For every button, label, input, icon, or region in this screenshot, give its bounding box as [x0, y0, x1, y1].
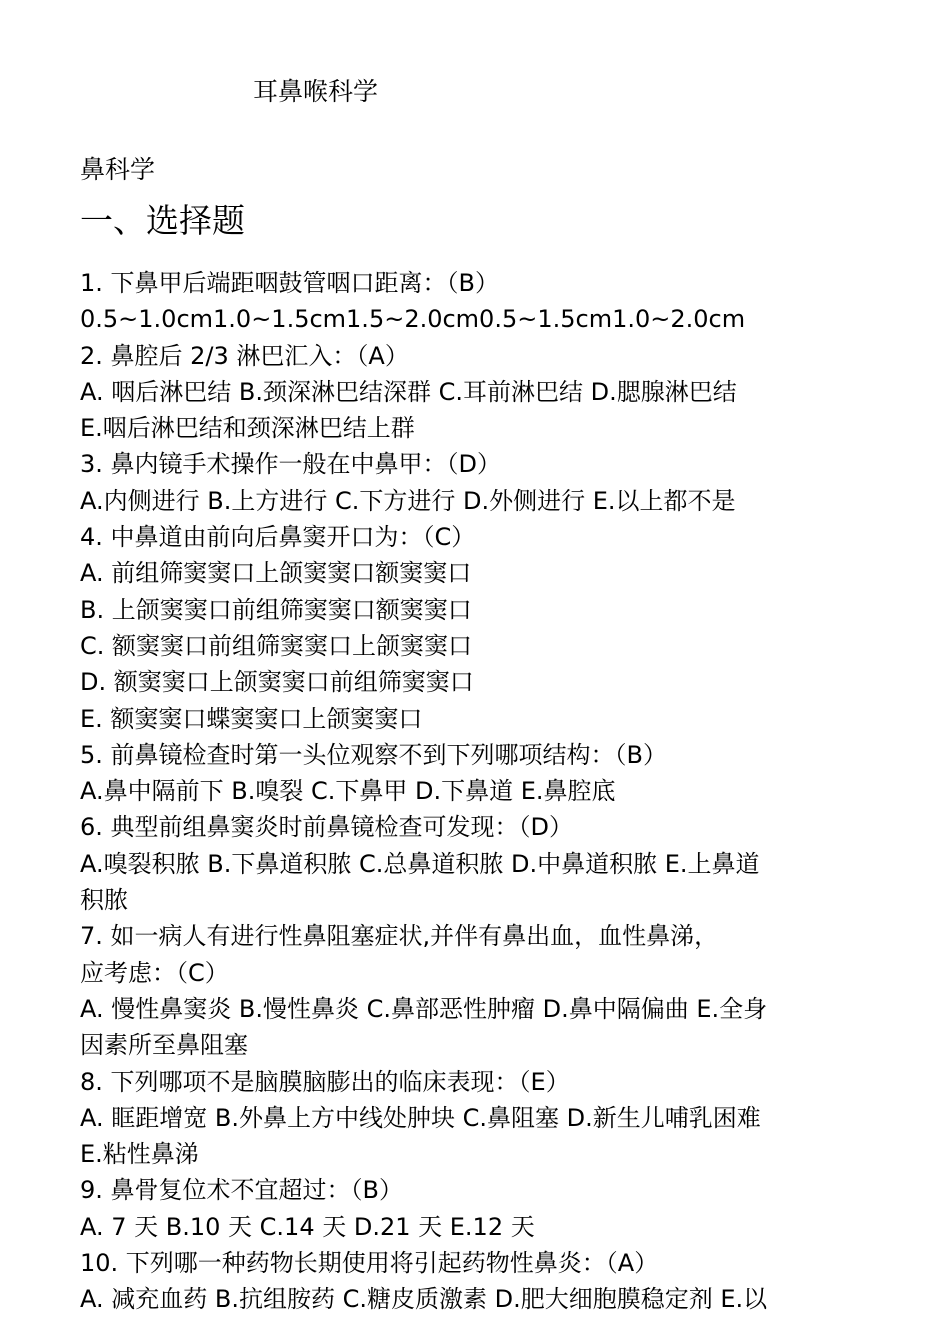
- question-7-options-cont: 因素所至鼻阻塞: [80, 1031, 248, 1060]
- question-6: 6. 典型前组鼻窦炎时前鼻镜检查可发现：（D）: [80, 813, 574, 842]
- question-4-option-a: A. 前组筛窦窦口上颌窦窦口额窦窦口: [80, 559, 472, 588]
- question-8-options-cont: E.粘性鼻涕: [80, 1140, 199, 1169]
- question-4: 4. 中鼻道由前向后鼻窦开口为：（C）: [80, 523, 476, 552]
- question-2: 2. 鼻腔后 2/3 淋巴汇入：（A）: [80, 341, 409, 370]
- section-title: 鼻科学: [80, 155, 156, 184]
- question-7-cont: 应考虑：（C）: [80, 958, 229, 987]
- question-2-options: A. 咽后淋巴结 B.颈深淋巴结深群 C.耳前淋巴结 D.腮腺淋巴结: [80, 377, 737, 406]
- question-7-options: A. 慢性鼻窦炎 B.慢性鼻炎 C.鼻部恶性肿瘤 D.鼻中隔偏曲 E.全身: [80, 994, 768, 1023]
- question-6-options-cont: 积脓: [80, 886, 128, 915]
- question-10-options: A. 减充血药 B.抗组胺药 C.糖皮质激素 D.肥大细胞膜稳定剂 E.以: [80, 1285, 768, 1314]
- question-8: 8. 下列哪项不是脑膜脑膨出的临床表现：（E）: [80, 1067, 570, 1096]
- question-9: 9. 鼻骨复位术不宜超过：（B）: [80, 1176, 403, 1205]
- question-1-options: 0.5~1.0cm1.0~1.5cm1.5~2.0cm0.5~1.5cm1.0~2.0cm: [80, 305, 746, 334]
- question-list: [80, 265, 880, 1318]
- question-10: 10. 下列哪一种药物长期使用将引起药物性鼻炎：（A）: [80, 1249, 659, 1278]
- question-2-options-cont: E.咽后淋巴结和颈深淋巴结上群: [80, 414, 415, 443]
- question-8-options: A. 眶距增宽 B.外鼻上方中线处肿块 C.鼻阻塞 D.新生儿哺乳困难: [80, 1103, 761, 1132]
- document-title: 耳鼻喉科学: [253, 77, 379, 106]
- question-1: 1. 下鼻甲后端距咽鼓管咽口距离：（B）: [80, 269, 499, 297]
- question-3: 3. 鼻内镜手术操作一般在中鼻甲：（D）: [80, 450, 502, 479]
- question-4-option-c: C. 额窦窦口前组筛窦窦口上颌窦窦口: [80, 631, 473, 660]
- part-heading: 一、选择题: [80, 201, 245, 240]
- question-9-options: A. 7 天 B.10 天 C.14 天 D.21 天 E.12 天: [80, 1212, 535, 1241]
- question-5: 5. 前鼻镜检查时第一头位观察不到下列哪项结构：（B）: [80, 740, 667, 769]
- question-4-option-d: D. 额窦窦口上颌窦窦口前组筛窦窦口: [80, 668, 474, 697]
- question-4-option-b: B. 上颌窦窦口前组筛窦窦口额窦窦口: [80, 595, 472, 624]
- question-5-options: A.鼻中隔前下 B.嗅裂 C.下鼻甲 D.下鼻道 E.鼻腔底: [80, 777, 616, 806]
- question-4-option-e: E. 额窦窦口蝶窦窦口上颌窦窦口: [80, 704, 423, 733]
- question-3-options: A.内侧进行 B.上方进行 C.下方进行 D.外侧进行 E.以上都不是: [80, 486, 736, 515]
- question-7: 7. 如一病人有进行性鼻阻塞症状,并伴有鼻出血，血性鼻涕，: [80, 922, 719, 951]
- question-6-options: A.嗅裂积脓 B.下鼻道积脓 C.总鼻道积脓 D.中鼻道积脓 E.上鼻道: [80, 849, 760, 878]
